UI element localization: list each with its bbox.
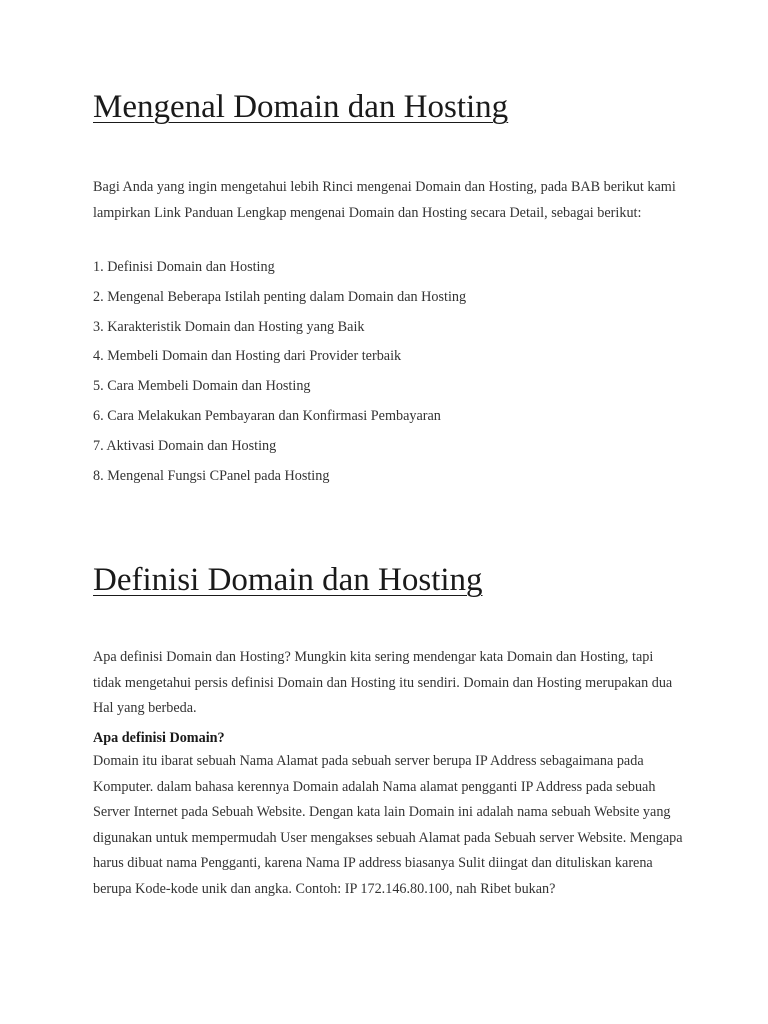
toc-item: 1. Definisi Domain dan Hosting — [93, 259, 275, 275]
toc-item: 5. Cara Membeli Domain dan Hosting — [93, 378, 311, 395]
domain-subheading: Apa definisi Domain? — [93, 730, 225, 746]
section-title-definisi: Definisi Domain dan Hosting — [93, 562, 483, 598]
toc-item: 2. Mengenal Beberapa Istilah penting dalam Domain dan Hosting — [93, 288, 467, 305]
definition-intro-paragraph: Apa definisi Domain dan Hosting? Mungkin kita sering mendengar kata Domain dan Hosting, tapi tidak mengetahui persis definisi Domain dan Hosting itu sendiri. Domain dan Hosting merupakan dua Hal yang berbeda. — [93, 649, 673, 716]
toc-item: 4. Membeli Domain dan Hosting dari Provider terbaik — [93, 348, 402, 365]
toc-item: 3. Karakteristik Domain dan Hosting yang Baik — [93, 318, 365, 335]
toc-item: 8. Mengenal Fungsi CPanel pada Hosting — [93, 467, 330, 484]
section-title-mengenal: Mengenal Domain dan Hosting — [93, 89, 509, 125]
toc-item: 7. Aktivasi Domain dan Hosting — [93, 437, 277, 454]
table-of-contents — [93, 255, 466, 493]
domain-definition-paragraph: Domain itu ibarat sebuah Nama Alamat pada sebuah server berupa IP Address sebagaimana pada Komputer. dalam bahasa kerennya Domain adalah Nama alamat pengganti IP Address pada sebuah Server Internet pada Sebuah Website. Dengan kata lain Domain ini adalah nama sebuah Website yang digunakan untuk mempermudah User mengakses sebuah Alamat pada Sebuah server Website. Mengapa harus dibuat nama Pengganti, karena Nama IP address biasanya Sulit diingat dan dituliskan karena berupa Kode-kode unik dan angka. Contoh: IP 172.146.80.100, nah Ribet bukan? — [93, 753, 683, 897]
toc-item: 6. Cara Melakukan Pembayaran dan Konfirmasi Pembayaran — [93, 407, 441, 424]
intro-paragraph: Bagi Anda yang ingin mengetahui lebih Rinci mengenai Domain dan Hosting, pada BAB berikut kami lampirkan Link Panduan Lengkap mengenai Domain dan Hosting secara Detail, sebagai berikut: — [93, 179, 676, 221]
